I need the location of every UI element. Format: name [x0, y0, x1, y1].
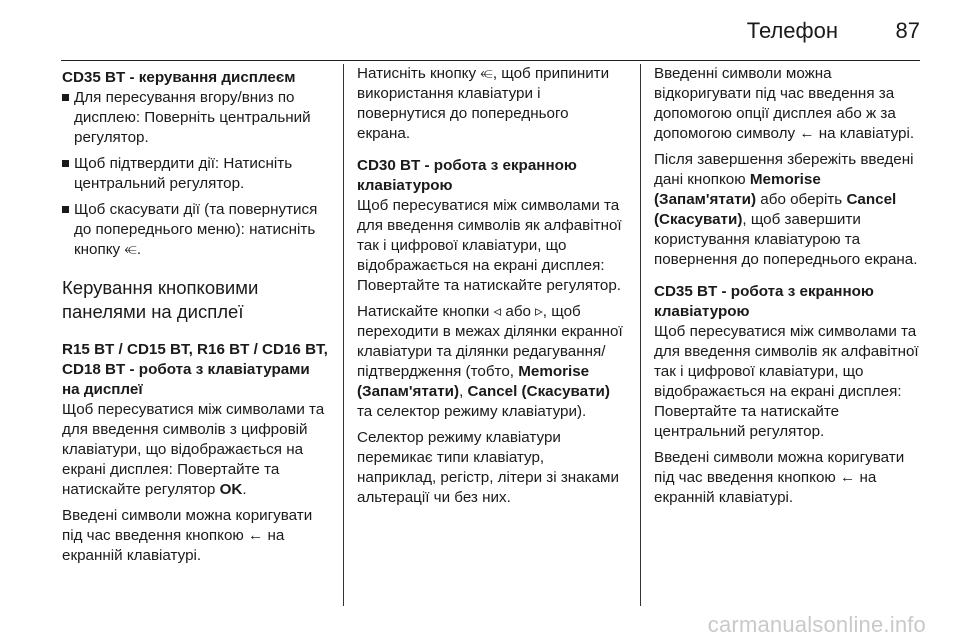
paragraph	[654, 150, 922, 270]
cancel-label: Cancel (Скасувати)	[654, 191, 897, 228]
memorise-label: Memorise (Запам'ятати)	[654, 171, 821, 208]
watermark: carmanualsonline.info	[707, 612, 926, 637]
paragraph	[62, 400, 330, 500]
column-divider-1	[343, 64, 344, 606]
paragraph: Щоб пересуватися між символами та для введення символів як алфавітної так і цифрової клавіатури, що відображається на екрані дисплея: Повертайте та натискайте центральний регулятор.	[654, 323, 919, 440]
page-title: Телефон	[746, 18, 838, 43]
ok-label: OK	[219, 481, 243, 498]
bullet-item: Щоб скасувати дії (та повернутися до попереднього меню): натисніть кнопку ⥺.	[62, 200, 330, 260]
page-header	[0, 0, 960, 62]
text-run: Щоб пересуватися між символами та для введення символів з цифровій клавіатури, що відображається на екрані дисплея: Повертайте та натискайте регулятор	[62, 401, 325, 498]
section-heading-r15: R15 BT / CD15 BT, R16 BT / CD16 BT, CD18 BT - робота з клавіатурами на дисплеї	[62, 341, 328, 398]
paragraph: Щоб пересуватися між символами та для введення символів як алфавітної так і цифрової клавіатури, що відображається на екрані дисплея: Повертайте та натискайте регулятор.	[357, 197, 622, 294]
column-2	[357, 64, 625, 514]
text-run: Після завершення збережіть введені дані кнопкою	[654, 151, 914, 188]
section-heading-cd35-keyboard: CD35 BT - робота з екранною клавіатурою	[654, 283, 874, 320]
text-run: та селектор режиму клавіатури).	[357, 403, 587, 420]
paragraph: Натисніть кнопку ⥺, щоб припинити використання клавіатури і повернутися до попереднього екрана.	[357, 65, 610, 142]
column-divider-2	[640, 64, 641, 606]
chapter-heading: Керування кнопковими панелями на дисплеї	[62, 277, 259, 322]
page-number: 87	[895, 18, 920, 43]
paragraph: Введенні символи можна відкоригувати під час введення за допомогою опції дисплея або ж за допомогою символу ← на клавіатурі.	[654, 65, 915, 142]
text-run: Натискайте кнопки ◃ або ▹, щоб переходити в межах ділянки екранної клавіатури та ділянки редагування/підтвердження (тобто,	[357, 303, 623, 380]
text-run: ,	[459, 383, 468, 400]
text-run: , щоб завершити користування клавіатурою та повернення до попереднього екрана.	[654, 211, 918, 268]
bullet-item: Щоб підтвердити дії: Натисніть центральний регулятор.	[62, 154, 330, 194]
paragraph: Селектор режиму клавіатури перемикає типи клавіатур, наприклад, регістр, літери зі знаками альтерації чи без них.	[357, 429, 619, 506]
bullet-list	[62, 88, 330, 260]
text-run: .	[242, 481, 247, 498]
memorise-label: Memorise (Запам'ятати)	[357, 363, 590, 400]
header-divider	[61, 60, 920, 61]
paragraph: Введені символи можна коригувати під час введення кнопкою ← на екранній клавіатурі.	[62, 507, 313, 564]
section-heading-cd30: CD30 BT - робота з екранною клавіатурою	[357, 157, 577, 194]
paragraph: Введені символи можна коригувати під час введення кнопкою ← на екранній клавіатурі.	[654, 449, 905, 506]
column-1	[62, 64, 330, 572]
text-run: або оберіть	[756, 191, 847, 208]
section-heading-cd35-display: CD35 BT - керування дисплеєм	[62, 69, 296, 86]
column-3	[654, 64, 922, 514]
paragraph	[357, 302, 625, 422]
cancel-label: Cancel (Скасувати)	[467, 383, 610, 400]
bullet-item: Для пересування вгору/вниз по дисплею: Поверніть центральний регулятор.	[62, 88, 330, 148]
